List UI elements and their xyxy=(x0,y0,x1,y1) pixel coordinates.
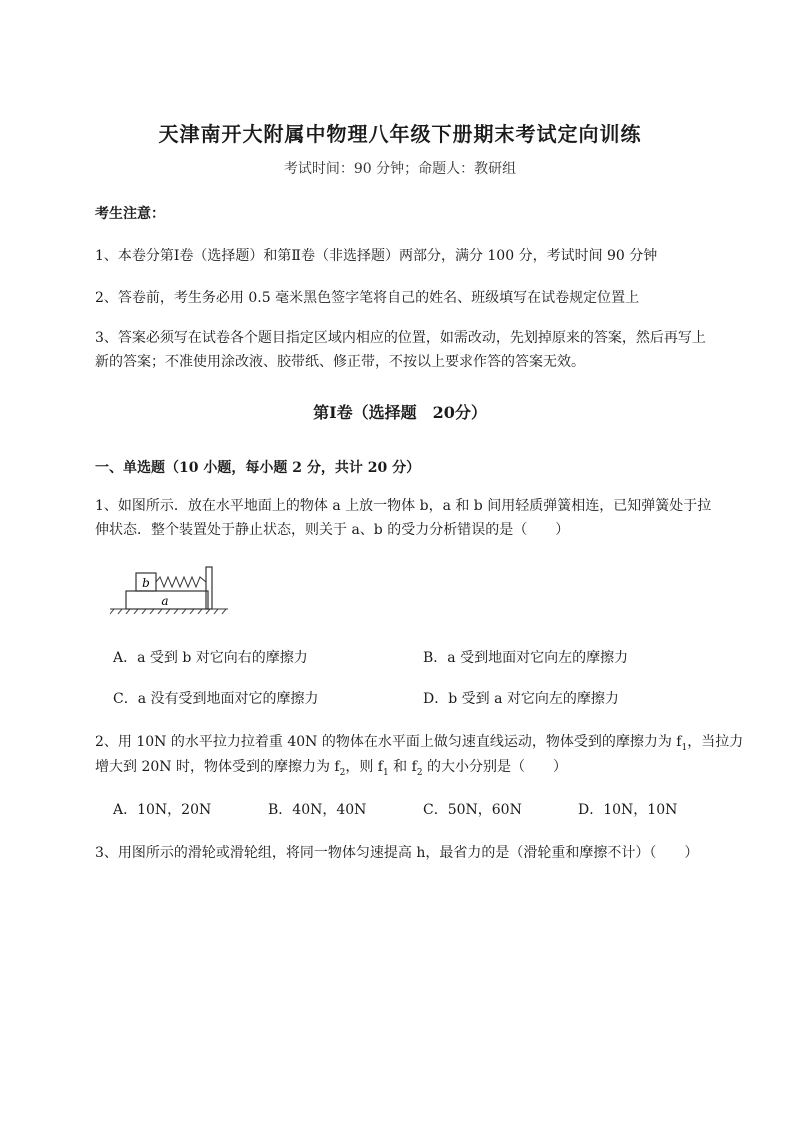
question-1-text: 1、如图所示．放在水平地面上的物体 a 上放一物体 b，a 和 b 间用轻质弹簧相连，已知弹簧处于拉伸状态．整个装置处于静止状态，则关于 a、b 的受力分析错误的是（ ） xyxy=(95,498,712,538)
question-1-option-c[interactable]: C．a 没有受到地面对它的摩擦力 xyxy=(113,691,319,707)
question-2-line-1 xyxy=(95,731,743,753)
q2-line2-part: 和 f xyxy=(388,759,417,775)
q2-line1-text: 2、用 10N 的水平拉力拉着重 40N 的物体在水平面上做匀速直线运动，物体受到的摩擦力为 f xyxy=(95,734,682,750)
q2-sub: 2 xyxy=(416,767,423,778)
notice-item-3: 3、答案必须写在试卷各个题目指定区域内相应的位置，如需改动，先划掉原来的答案，然后再写上新的答案；不准使用涂改液、胶带纸、修正带，不按以上要求作答的答案无效。 xyxy=(95,330,706,370)
question-2-option-d[interactable]: D．10N，10N xyxy=(578,802,678,818)
q2-line1-tail: ，当拉力 xyxy=(687,734,744,750)
label-a: a xyxy=(161,594,169,608)
q2-sub: 2 xyxy=(339,767,346,778)
question-2-option-b[interactable]: B．40N，40N xyxy=(268,802,367,818)
q2-line2-tail: 的大小分别是（ ） xyxy=(422,759,567,775)
notice-heading: 考生注意： xyxy=(95,206,165,222)
q2-sub: 1 xyxy=(681,742,688,753)
question-3-text: 3、用图所示的滑轮或滑轮组，将同一物体匀速提高 h，最省力的是（滑轮重和摩擦不计）（ ） xyxy=(95,845,699,861)
question-2-option-a[interactable]: A．10N，20N xyxy=(113,802,212,818)
question-2-line-2 xyxy=(95,756,567,778)
question-1-option-a[interactable]: A．a 受到 b 对它向右的摩擦力 xyxy=(113,650,308,666)
label-b: b xyxy=(142,576,150,590)
q2-sub: 1 xyxy=(382,767,389,778)
section-title: 第Ⅰ卷（选择题 20分） xyxy=(313,403,487,422)
block-spring-diagram xyxy=(110,560,230,620)
spring xyxy=(156,577,206,587)
question-1-option-d[interactable]: D．b 受到 a 对它向左的摩擦力 xyxy=(423,691,619,707)
page-title: 天津南开大附属中物理八年级下册期末考试定向训练 xyxy=(158,122,642,146)
q2-line2-text: 增大到 20N 时，物体受到的摩擦力为 f xyxy=(95,759,340,775)
question-1-option-b[interactable]: B．a 受到地面对它向左的摩擦力 xyxy=(423,650,629,666)
q2-line2-part: ，则 f xyxy=(345,759,383,775)
notice-item-2: 2、答卷前，考生务必用 0.5 毫米黑色签字笔将自己的姓名、班级填写在试卷规定位置上 xyxy=(95,290,640,306)
wall-post xyxy=(206,567,212,609)
question-group-title: 一、单选题（10 小题，每小题 2 分，共计 20 分） xyxy=(95,460,421,476)
exam-subtitle: 考试时间：90 分钟；命题人：教研组 xyxy=(283,161,517,177)
question-2-option-c[interactable]: C．50N，60N xyxy=(423,802,522,818)
notice-item-1: 1、本卷分第Ⅰ卷（选择题）和第Ⅱ卷（非选择题）两部分，满分 100 分，考试时间 90 分钟 xyxy=(95,248,658,264)
